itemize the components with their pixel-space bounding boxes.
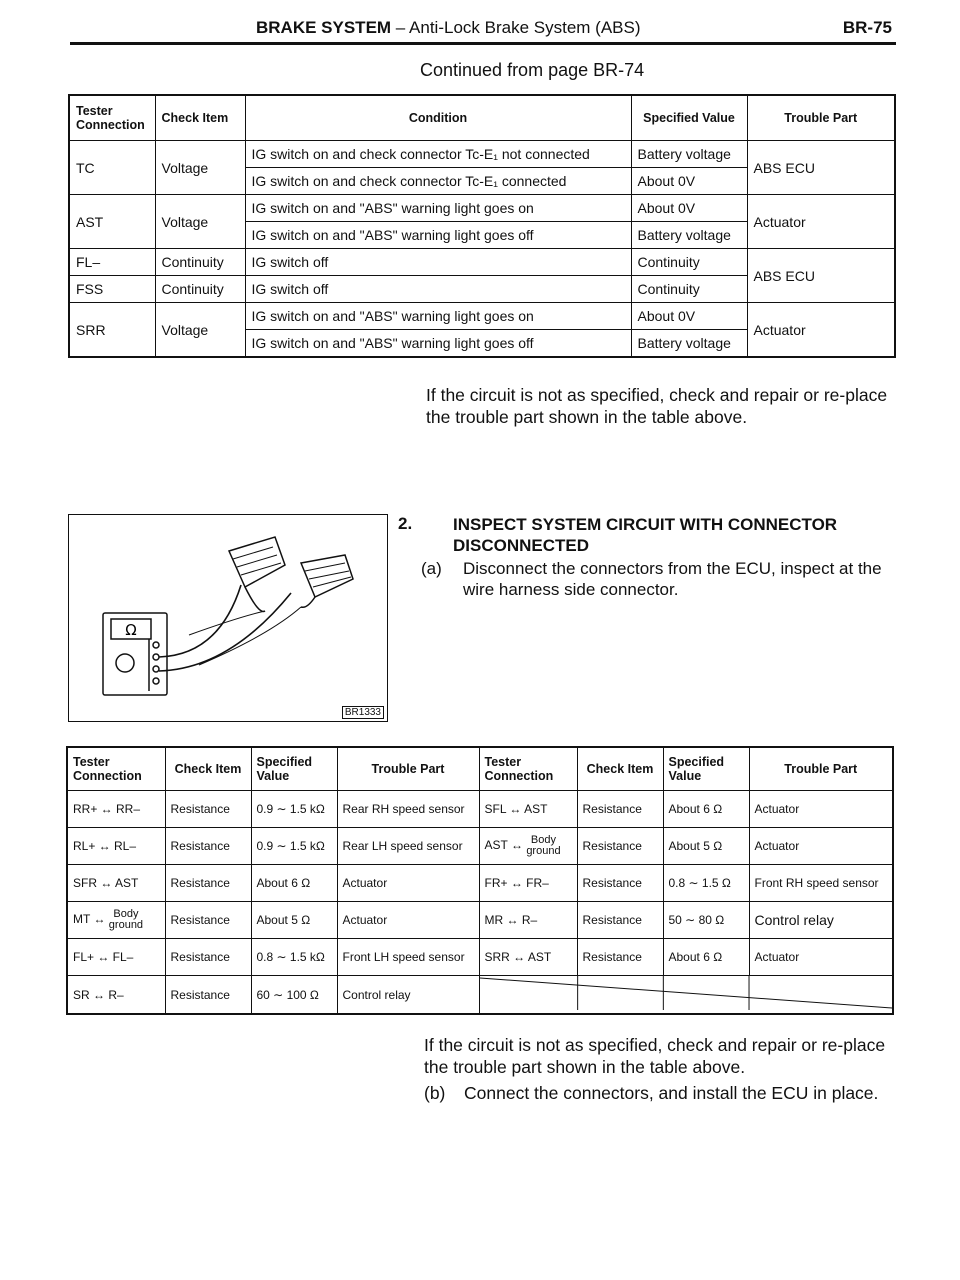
continued-note: Continued from page BR-74 (420, 60, 645, 80)
value-cell: 0.9 ∼ 1.5 kΩ (251, 828, 337, 865)
check-cell: Resistance (577, 828, 663, 865)
part-cell: Actuator (749, 828, 893, 865)
condition-cell: IG switch on and check connector Tc-E₁ not connected (245, 141, 631, 168)
part-cell: Front RH speed sensor (749, 865, 893, 902)
page-number: BR-75 (842, 18, 892, 37)
col-header: Tester Connection (479, 747, 577, 791)
check-cell: Voltage (155, 303, 245, 358)
table-row (67, 828, 893, 865)
value-cell: About 5 Ω (251, 902, 337, 939)
check-cell: Voltage (155, 141, 245, 195)
part-cell: ABS ECU (747, 141, 895, 195)
strike-line (480, 976, 893, 1010)
connector-inspection-figure (68, 514, 388, 722)
tester-cell: AST (69, 195, 155, 249)
voltage-check-table (68, 94, 896, 358)
repair-note-2 (424, 1034, 894, 1104)
body-ground-label (109, 909, 143, 931)
check-cell: Continuity (155, 249, 245, 276)
part-cell: Actuator (747, 195, 895, 249)
check-cell: Resistance (165, 939, 251, 976)
check-cell: Resistance (577, 939, 663, 976)
condition-cell: IG switch on and "ABS" warning light goes on (245, 195, 631, 222)
value-cell: Battery voltage (631, 330, 747, 358)
col-header: Check Item (165, 747, 251, 791)
table-header-row (67, 747, 893, 791)
ohmmeter-connector-illustration (69, 515, 387, 721)
col-header: Specified Value (251, 747, 337, 791)
value-cell: About 0V (631, 303, 747, 330)
part-cell: Control relay (749, 902, 893, 939)
col-header: Tester Connection (69, 95, 155, 141)
table-row (69, 303, 895, 330)
value-cell: Battery voltage (631, 141, 747, 168)
test-lead-wires (159, 585, 301, 671)
sub-label: (a) (421, 559, 442, 578)
tester-cell: SR ↔ R– (67, 976, 165, 1015)
harness-connector-icon (229, 537, 353, 612)
col-header: Trouble Part (337, 747, 479, 791)
table-row (69, 249, 895, 276)
part-cell: Actuator (749, 791, 893, 828)
value-cell: Continuity (631, 249, 747, 276)
tester-cell: FR+ ↔ FR– (479, 865, 577, 902)
value-cell: 0.9 ∼ 1.5 kΩ (251, 791, 337, 828)
col-header: Check Item (155, 95, 245, 141)
table-row (67, 791, 893, 828)
tester-cell: RR+ ↔ RR– (67, 791, 165, 828)
value-cell: About 5 Ω (663, 828, 749, 865)
condition-cell: IG switch off (245, 276, 631, 303)
value-cell: 60 ∼ 100 Ω (251, 976, 337, 1015)
ohm-symbol: Ω (125, 621, 137, 639)
value-cell: Battery voltage (631, 222, 747, 249)
header-title-bold: BRAKE SYSTEM (256, 18, 392, 37)
sub-label: (b) (424, 1083, 446, 1103)
part-cell: Actuator (747, 303, 895, 358)
sub-text: Disconnect the connectors from the ECU, inspect at the wire harness side connector. (463, 559, 882, 599)
value-cell: Continuity (631, 276, 747, 303)
table-row (69, 141, 895, 168)
col-header: Trouble Part (749, 747, 893, 791)
col-header: Specified Value (663, 747, 749, 791)
figure-code: BR1333 (342, 706, 384, 719)
note2-text: If the circuit is not as specified, check and repair or re-place the trouble part shown in the table above. (424, 1035, 886, 1077)
table-row (67, 939, 893, 976)
sub-text: Connect the connectors, and install the ECU in place. (464, 1083, 879, 1103)
check-cell: Resistance (165, 828, 251, 865)
page-header (70, 8, 896, 45)
part-cell: Actuator (749, 939, 893, 976)
body-text: Body (113, 908, 139, 920)
part-cell: Control relay (337, 976, 479, 1015)
check-cell: Resistance (165, 791, 251, 828)
table-row (69, 195, 895, 222)
ground-text: ground (526, 845, 561, 857)
part-cell: Front LH speed sensor (337, 939, 479, 976)
check-cell: Continuity (155, 276, 245, 303)
value-cell: About 6 Ω (663, 939, 749, 976)
value-cell: About 0V (631, 195, 747, 222)
tester-prefix: AST ↔ (484, 838, 523, 853)
tester-cell: SFL ↔ AST (479, 791, 577, 828)
body-ground-label (526, 835, 560, 857)
table-header-row (69, 95, 895, 141)
check-cell: Resistance (577, 902, 663, 939)
tester-cell (67, 902, 165, 939)
condition-cell: IG switch on and "ABS" warning light goes off (245, 330, 631, 358)
tester-cell: FL+ ↔ FL– (67, 939, 165, 976)
header-title (256, 18, 641, 38)
value-cell: 0.8 ∼ 1.5 Ω (663, 865, 749, 902)
condition-cell: IG switch off (245, 249, 631, 276)
tester-cell: FSS (69, 276, 155, 303)
tester-cell: RL+ ↔ RL– (67, 828, 165, 865)
repair-note-1: If the circuit is not as specified, check and repair or re-place the trouble part shown in the table above. (426, 385, 888, 427)
tester-cell: SRR (69, 303, 155, 358)
part-cell: Actuator (337, 902, 479, 939)
tester-cell: FL– (69, 249, 155, 276)
tester-cell: SRR ↔ AST (479, 939, 577, 976)
value-cell: About 6 Ω (663, 791, 749, 828)
tester-cell: SFR ↔ AST (67, 865, 165, 902)
col-header: Trouble Part (747, 95, 895, 141)
tester-cell (479, 828, 577, 865)
value-cell: 0.8 ∼ 1.5 kΩ (251, 939, 337, 976)
value-cell: About 0V (631, 168, 747, 195)
part-cell: Rear RH speed sensor (337, 791, 479, 828)
part-cell: Rear LH speed sensor (337, 828, 479, 865)
col-header: Specified Value (631, 95, 747, 141)
check-cell: Resistance (577, 865, 663, 902)
check-cell: Resistance (165, 902, 251, 939)
check-cell: Resistance (165, 865, 251, 902)
table-row (67, 976, 893, 1015)
ground-text: ground (108, 919, 144, 931)
check-cell: Resistance (165, 976, 251, 1015)
part-cell: Actuator (337, 865, 479, 902)
condition-cell: IG switch on and "ABS" warning light goes on (245, 303, 631, 330)
condition-cell: IG switch on and "ABS" warning light goes off (245, 222, 631, 249)
col-header: Check Item (577, 747, 663, 791)
step-heading: INSPECT SYSTEM CIRCUIT WITH CONNECTOR DISCONNECTED (453, 515, 838, 555)
value-cell: About 6 Ω (251, 865, 337, 902)
resistance-check-table (66, 746, 894, 1015)
tester-cell: TC (69, 141, 155, 195)
table-row (67, 865, 893, 902)
tester-prefix: MT ↔ (73, 912, 106, 927)
value-cell: 50 ∼ 80 Ω (663, 902, 749, 939)
check-cell: Resistance (577, 791, 663, 828)
check-cell: Voltage (155, 195, 245, 249)
step-sub-b (424, 1082, 894, 1104)
part-cell: ABS ECU (747, 249, 895, 303)
body-text: Body (530, 834, 556, 846)
step-number: 2. (398, 514, 413, 533)
col-header: Condition (245, 95, 631, 141)
tester-cell: MR ↔ R– (479, 902, 577, 939)
header-title-rest: – Anti-Lock Brake System (ABS) (391, 18, 641, 37)
condition-cell: IG switch on and check connector Tc-E₁ connected (245, 168, 631, 195)
col-header: Tester Connection (67, 747, 165, 791)
table-row (67, 902, 893, 939)
blank-cell (479, 976, 893, 1015)
